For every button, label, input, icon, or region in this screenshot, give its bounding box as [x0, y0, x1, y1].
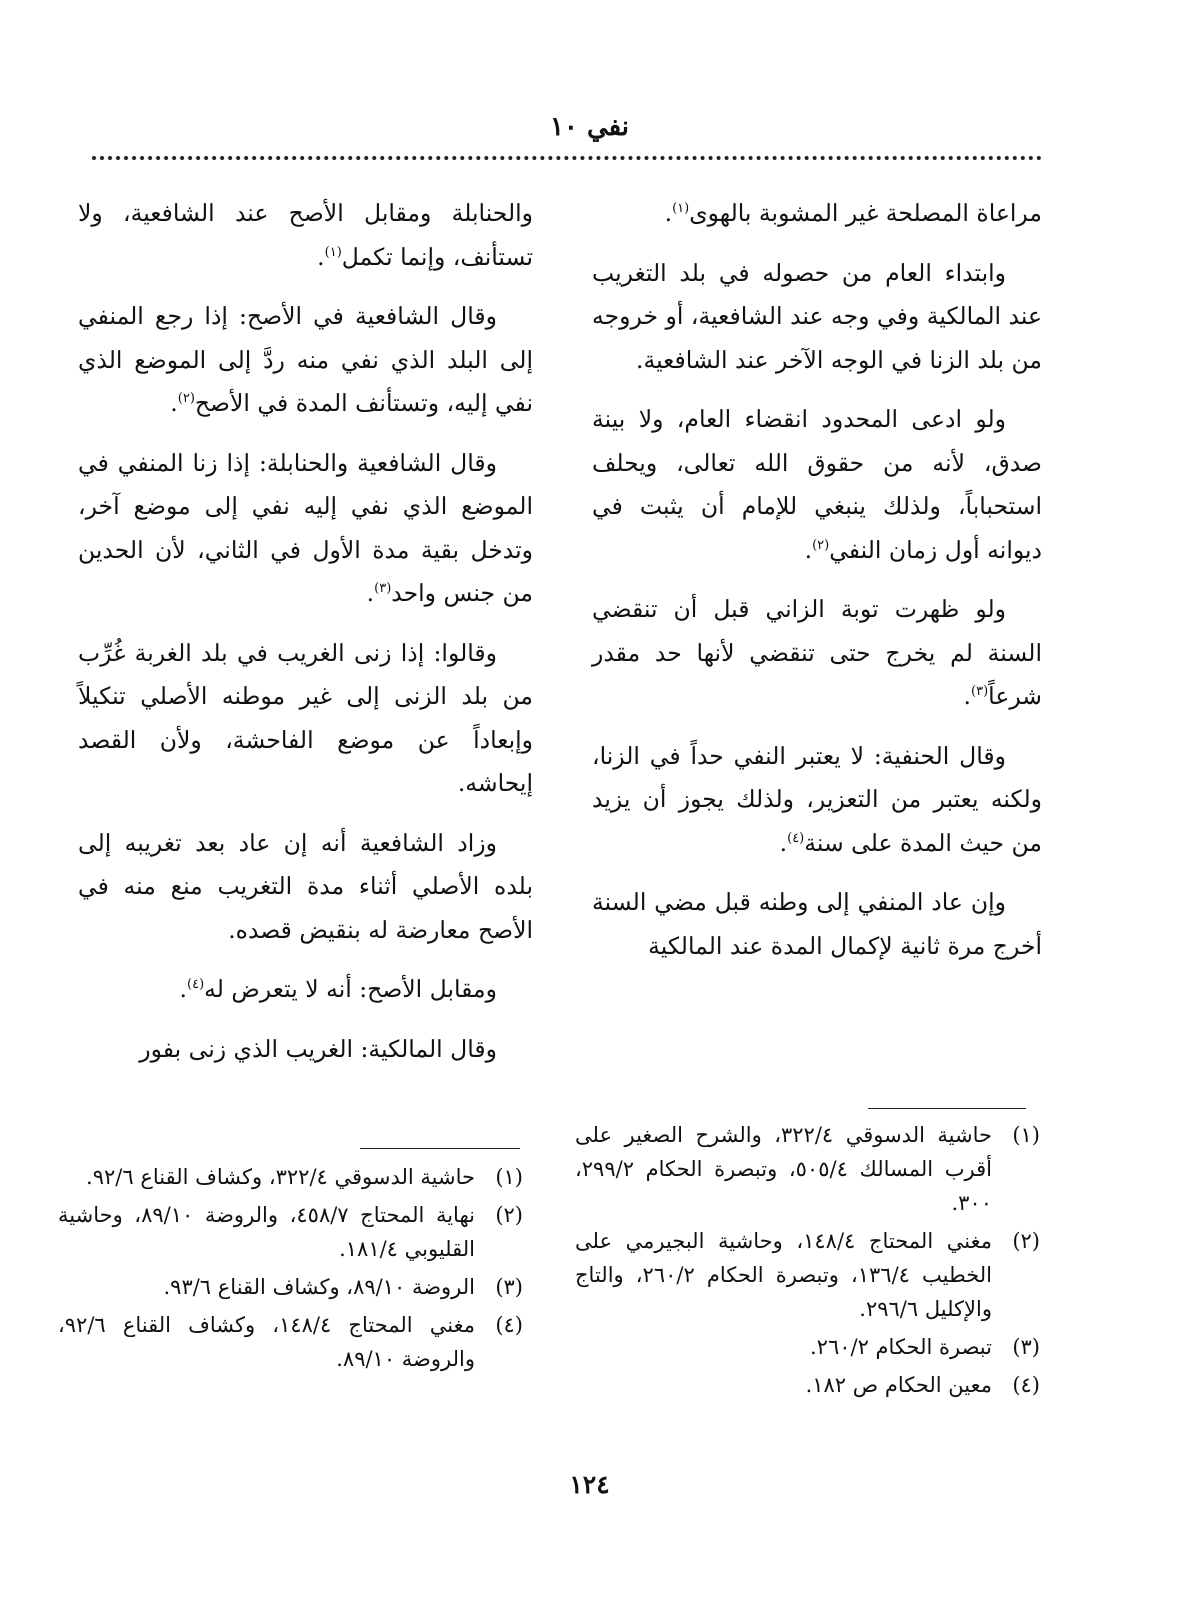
paragraph: والحنابلة ومقابل الأصح عند الشافعية، ولا تستأنف، وإنما تكمل$^{(١)}$. [78, 199, 533, 271]
left-text-column [78, 192, 533, 1087]
footnote [575, 1118, 1040, 1220]
footnote-text: حاشية الدسوقي ٣٢٢/٤، وكشاف القناع ٩٢/٦. [86, 1165, 475, 1189]
footnote-ref: (١) [324, 244, 342, 260]
footnote [58, 1308, 523, 1376]
footnote-ref: (٣) [971, 684, 989, 700]
paragraph: وقالوا: إذا زنى الغريب في بلد الغربة غُرِّب من بلد الزنى إلى غير موطنه الأصلي تنكيلاً وإبعاداً عن موضع الفاحشة، ولأن القصد إيحاشه. [78, 638, 533, 797]
paragraph: ولو ادعى المحدود انقضاء العام، ولا بينة صدق، لأنه من حقوق الله تعالى، ويحلف استحباباً، ولذلك ينبغي للإمام أن يثبت في ديوانه أول زمان النفي$^{(٢)}$. [592, 405, 1042, 564]
footnote-number: (٢) [1012, 1229, 1040, 1253]
page-header-title: نفي ١٠ [549, 112, 630, 142]
header-dotted-rule [92, 156, 1042, 160]
footnote [575, 1368, 1040, 1402]
footnote-separator-right [868, 1108, 1026, 1109]
paragraph: وزاد الشافعية أنه إن عاد بعد تغريبه إلى بلده الأصلي أثناء مدة التغريب منع منه في الأصح معارضة له بنقيض قصده. [78, 828, 533, 944]
paragraph: وإن عاد المنفي إلى وطنه قبل مضي السنة أخرج مرة ثانية لإكمال المدة عند المالكية [592, 888, 1042, 960]
footnote-text: معين الحكام ص ١٨٢. [805, 1373, 992, 1397]
footnote-number: (٣) [495, 1275, 523, 1299]
footnote [58, 1270, 523, 1304]
paragraph: وقال المالكية: الغريب الذي زنى بفور [139, 1034, 497, 1063]
footnote-ref: (١) [672, 201, 690, 217]
footnote-number: (٤) [495, 1313, 523, 1337]
footnote-number: (١) [1012, 1123, 1040, 1147]
footnote [58, 1160, 523, 1194]
footnote-ref: (٣) [374, 581, 392, 597]
footnotes-left [58, 1160, 523, 1380]
footnotes-right [575, 1118, 1040, 1406]
footnote-number: (٢) [495, 1203, 523, 1227]
footnote-text: مغني المحتاج ١٤٨/٤، وكشاف القناع ٩٢/٦، والروضة ٨٩/١٠. [58, 1313, 476, 1371]
footnote-ref: (٤) [187, 977, 205, 993]
paragraph: وقال الشافعية في الأصح: إذا رجع المنفي إلى البلد الذي نفي منه ردَّ إلى الموضع الذي نفي إليه، وتستأنف المدة في الأصح$^{(٢)}$. [78, 302, 533, 417]
footnote-text: الروضة ٨٩/١٠، وكشاف القناع ٩٣/٦. [163, 1275, 475, 1299]
footnote-separator-left [360, 1148, 520, 1149]
footnote [575, 1330, 1040, 1364]
page-number: ١٢٤ [569, 1470, 610, 1499]
paragraph: مراعاة المصلحة غير المشوبة بالهوى$^{(١)}$. [664, 199, 1042, 227]
footnote-ref: (٢) [812, 537, 830, 553]
footnote-text: نهاية المحتاج ٤٥٨/٧، والروضة ٨٩/١٠، وحاشية القليوبي ١٨١/٤. [58, 1203, 475, 1261]
footnote-number: (١) [495, 1165, 523, 1189]
footnote [58, 1198, 523, 1266]
footnote-ref: (٢) [177, 391, 195, 407]
right-text-column [592, 192, 1042, 984]
footnote-text: مغني المحتاج ١٤٨/٤، وحاشية البجيرمي على الخطيب ١٣٦/٤، وتبصرة الحكام ٢٦٠/٢، والتاج والإكليل ٢٩٦/٦. [575, 1229, 993, 1321]
footnote-number: (٣) [1012, 1335, 1040, 1359]
paragraph: ولو ظهرت توبة الزاني قبل أن تنقضي السنة لم يخرج حتى تنقضي لأنها حد مقدر شرعاً$^{(٣)}$. [592, 595, 1042, 710]
footnote [575, 1224, 1040, 1326]
footnote-text: حاشية الدسوقي ٣٢٢/٤، والشرح الصغير على أقرب المسالك ٥٠٥/٤، وتبصرة الحكام ٢٩٩/٢، ٣٠٠. [575, 1123, 993, 1215]
footnote-text: تبصرة الحكام ٢٦٠/٢. [809, 1335, 992, 1359]
footnote-number: (٤) [1012, 1373, 1040, 1397]
paragraph: وقال الحنفية: لا يعتبر النفي حداً في الزنا، ولكنه يعتبر من التعزير، ولذلك يجوز أن يزيد من حيث المدة على سنة$^{(٤)}$. [592, 741, 1042, 857]
paragraph: ومقابل الأصح: أنه لا يتعرض له$^{(٤)}$. [179, 975, 497, 1003]
footnote-ref: (٤) [787, 830, 805, 846]
paragraph: وابتداء العام من حصوله في بلد التغريب عند المالكية وفي وجه عند الشافعية، أو خروجه من بلد الزنا في الوجه الآخر عند الشافعية. [592, 258, 1042, 374]
paragraph: وقال الشافعية والحنابلة: إذا زنا المنفي في الموضع الذي نفي إليه نفي إلى موضع آخر، وتدخل بقية مدة الأول في الثاني، لأن الحدين من جنس واحد$^{(٣)}$. [78, 448, 533, 607]
